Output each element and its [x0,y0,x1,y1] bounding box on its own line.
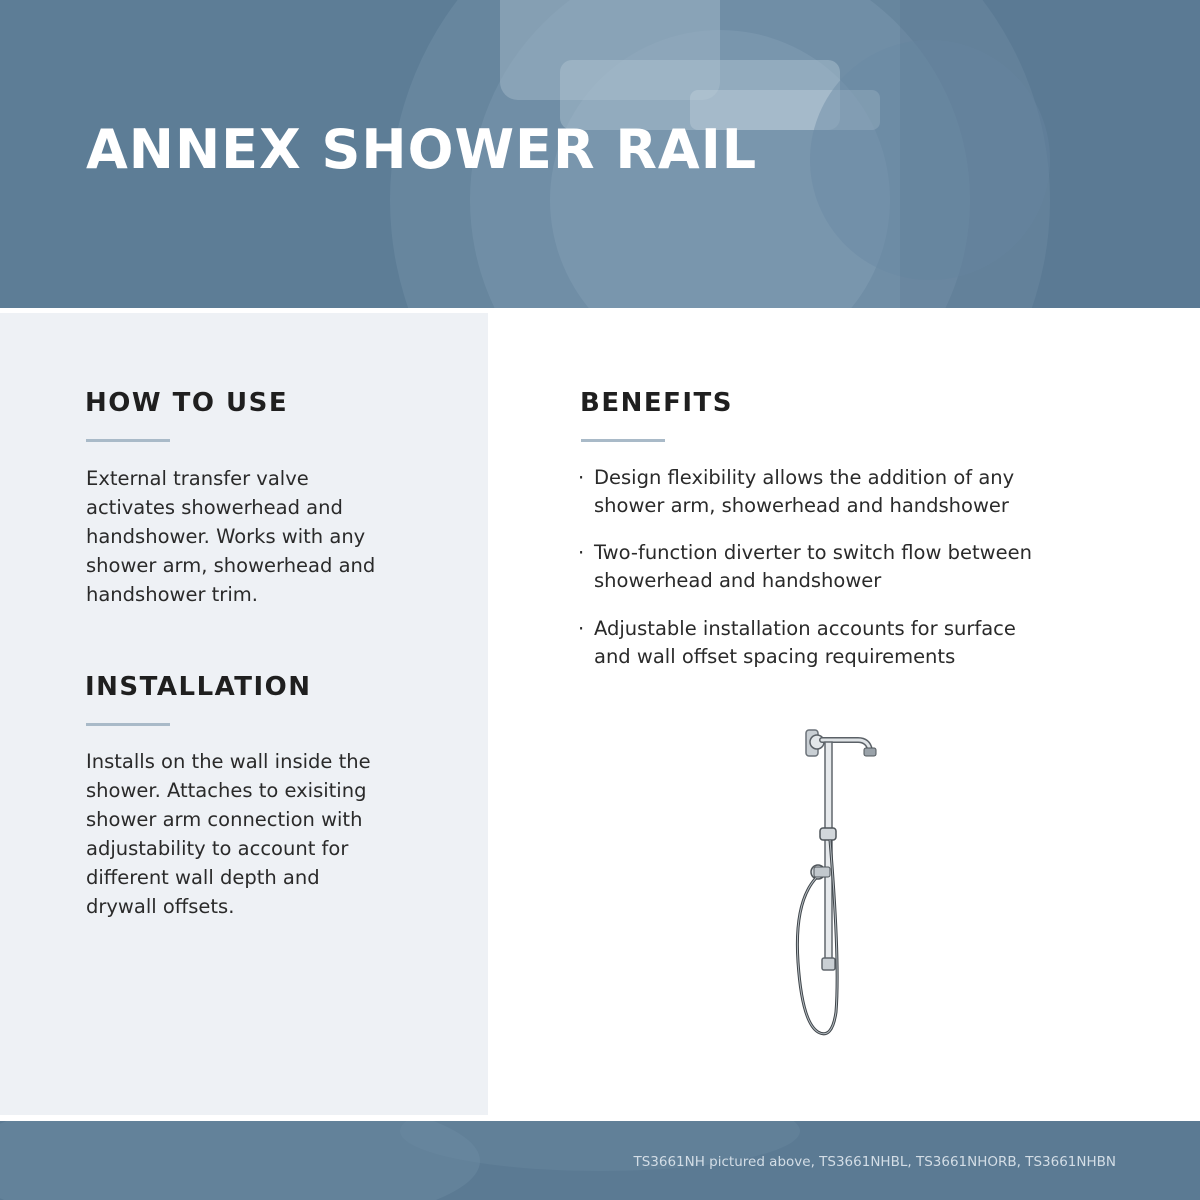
bullet-icon: · [578,617,585,640]
how-to-use-line: activates showerhead and [86,496,343,519]
how-to-use-line: External transfer valve [86,467,309,490]
benefit-item [578,464,1014,520]
how-to-use-divider [86,439,170,442]
benefit-line: Design flexibility allows the addition of any [594,466,1015,489]
left-panel [0,313,488,1115]
benefit-line: Adjustable installation accounts for surface [594,617,1016,640]
benefit-line: shower arm, showerhead and handshower [594,494,1009,517]
how-to-use-line: shower arm, showerhead and [86,554,376,577]
shower-rail-icon [770,722,890,1066]
installation-line: shower. Attaches to exisiting [86,779,367,802]
how-to-use-heading: HOW TO USE [85,388,289,418]
benefit-line: Two-function diverter to switch flow between [594,541,1032,564]
installation-line: drywall offsets. [86,895,235,918]
hero-banner [0,0,1200,308]
how-to-use-line: handshower trim. [86,583,258,606]
installation-line: adjustability to account for [86,837,349,860]
bullet-icon: · [578,466,585,489]
installation-line: different wall depth and [86,866,320,889]
benefits-divider [581,439,665,442]
benefit-line: and wall offset spacing requirements [594,645,956,668]
how-to-use-text [86,464,375,609]
installation-line: Installs on the wall inside the [86,750,371,773]
benefit-item [578,539,1032,595]
installation-line: shower arm connection with [86,808,363,831]
page-title: ANNEX SHOWER RAIL [86,118,758,181]
installation-text [86,747,371,921]
model-numbers-note: TS3661NH pictured above, TS3661NHBL, TS3661NHORB, TS3661NHBN [633,1154,1116,1170]
benefits-heading: BENEFITS [580,388,733,418]
benefit-line: showerhead and handshower [594,569,882,592]
how-to-use-line: handshower. Works with any [86,525,366,548]
installation-heading: INSTALLATION [85,672,312,702]
bullet-icon: · [578,541,585,564]
footer-banner [0,1121,1200,1200]
benefit-item [578,615,1016,671]
installation-divider [86,723,170,726]
